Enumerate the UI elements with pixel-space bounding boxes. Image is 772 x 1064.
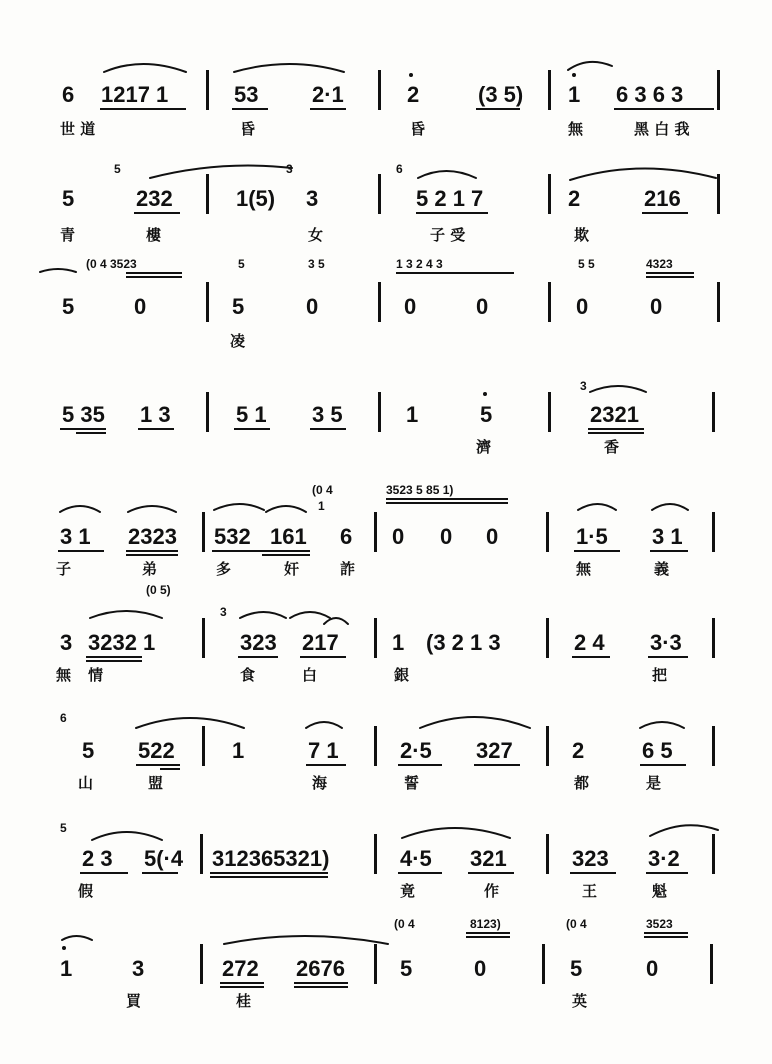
slur-arc [402,828,510,838]
note: 6 [340,524,353,549]
slur-arc [570,168,716,180]
lyric: 女 [308,226,324,244]
slur-arc [62,936,92,940]
note: 6 5 [642,738,673,763]
note: 0 [440,524,453,549]
lyric: 山 [78,774,94,792]
accompaniment: 4323 [646,257,673,271]
slur-arc [650,825,718,836]
lyric: 黑 白 我 [634,120,690,138]
note: 2·1 [312,82,344,107]
note: 5 [62,186,75,211]
slur-arc [590,386,646,392]
accompaniment: 1 3 2 4 3 [396,257,443,271]
lyric: 濟 [476,438,492,456]
note: 0 [650,294,663,319]
grace-note: 5 [60,821,67,835]
accompaniment: (0 4 3523 [86,257,137,271]
note: (3 5) [478,82,524,107]
slur-arc [104,64,186,72]
lyric: 王 [582,882,598,900]
accompaniment: (0 4 [312,483,333,497]
note: 312365321) [212,846,330,871]
slur-arc [652,504,688,510]
note: 0 [306,294,319,319]
accompaniment: 3523 [646,917,673,931]
accompaniment: 1 [318,499,325,513]
slur-arc [306,722,342,728]
note: 216 [644,186,681,211]
lyric: 英 [572,992,588,1010]
note: 272 [222,956,259,981]
accompaniment: (0 4 [394,917,415,931]
note: 1 3 [140,402,171,427]
lyric: 食 [240,666,256,684]
slur-arc [240,612,286,618]
lyric: 子 受 [430,226,466,244]
accompaniment: 5 [238,257,245,271]
slur-arc [568,62,612,70]
slur-arc [224,936,388,944]
note: 323 [240,630,277,655]
slur-arc [150,166,292,178]
note: 5 35 [62,402,105,427]
grace-note: 6 [396,162,403,176]
note: 2·5 [400,738,432,763]
slur-arc [214,504,264,510]
note: 217 [302,630,339,655]
slur-arc [420,717,530,728]
note: 7 1 [308,738,339,763]
lyric: 無 [568,120,584,138]
note: 5 [232,294,245,319]
accompaniment: 8123) [470,917,501,931]
note: 3 1 [652,524,683,549]
note: 5 [400,956,413,981]
note: 1 [60,956,73,981]
grace-note: 6 [60,711,67,725]
note: 532 [214,524,251,549]
slur-arc [92,832,162,840]
slur-arc [136,718,244,728]
note: 327 [476,738,513,763]
lyric: 銀 [394,666,410,684]
slur-arc [40,269,76,272]
lyric: 作 [484,882,500,900]
note: 5(·4 [144,846,184,871]
note: 2321 [590,402,639,427]
note: 1 [568,82,581,107]
grace-note: 3 [286,162,293,176]
lyric: 無 [576,560,592,578]
note: 6 3 6 3 [616,82,684,107]
grace-note: 3 [220,605,227,619]
lyric: 詐 [340,560,356,578]
lyric: 世 道 [60,120,96,138]
lyric: 海 [312,774,328,792]
note: 5 [62,294,75,319]
note: 5 1 [236,402,267,427]
note: 0 [392,524,405,549]
note: 3 1 [60,524,91,549]
lyric: 把 [652,666,668,684]
note: 1 [406,402,419,427]
note: 232 [136,186,173,211]
note: 1(5) [236,186,276,211]
note: 0 [646,956,659,981]
lyric: 樓 [146,226,162,244]
note: 3·3 [650,630,682,655]
note: 2676 [296,956,345,981]
lyric: 多 [216,560,232,578]
note: 3 [132,956,145,981]
note: 0 [476,294,489,319]
note: 161 [270,524,307,549]
slur-arc [324,618,348,624]
note: 2 [572,738,585,763]
lyric: 昏 [410,120,426,138]
note: 2 4 [574,630,605,655]
lyric: 香 [604,438,620,456]
slur-arc [128,506,176,512]
lyric: 竟 [400,882,416,900]
note: 1217 1 [101,82,169,107]
note: 0 [134,294,147,319]
note: 0 [404,294,417,319]
slur-arc [266,506,306,512]
lyric: 凌 [230,332,246,350]
note: 323 [572,846,609,871]
grace-note: 5 [114,162,121,176]
note: 0 [576,294,589,319]
lyric: 都 [574,774,590,792]
lyric: 情 [88,666,104,684]
slur-arc [290,612,330,618]
lyric: 奸 [284,560,300,578]
lyric: 誓 [404,774,420,792]
lyric: 子 [56,560,72,578]
note: 0 [486,524,499,549]
lyric: 無 [56,666,72,684]
slur-arc [234,64,344,72]
note: 3232 1 [88,630,156,655]
lyric: 義 [654,560,670,578]
note: 5 [480,402,493,427]
lyric: 欺 [574,226,590,244]
note: 0 [474,956,487,981]
lyric: 魁 [652,882,668,900]
note: 1·5 [576,524,608,549]
lyric: 青 [60,226,76,244]
accompaniment: (0 4 [566,917,587,931]
note: (3 2 1 3 [426,630,501,655]
lyric: 白 [302,666,318,684]
note: 1 [392,630,405,655]
note: 2 [568,186,581,211]
note: 5 [570,956,583,981]
accompaniment: 5 5 [578,257,595,271]
note: 3 [306,186,319,211]
note: 6 [62,82,75,107]
note: 2 3 [82,846,113,871]
accompaniment: 3523 5 85 1) [386,483,454,497]
slur-arc [578,504,616,510]
slur-arc [90,611,162,618]
note: 321 [470,846,507,871]
note: 2 [407,82,420,107]
note: 5 [82,738,95,763]
lyric: 弟 [142,560,158,578]
note: 1 [232,738,245,763]
note: 4·5 [400,846,432,871]
slur-arc [640,722,684,728]
note: 3·2 [648,846,680,871]
note: 5 2 1 7 [416,186,484,211]
lyric: 昏 [240,120,256,138]
accompaniment: (0 5) [146,583,171,597]
slur-arc [60,506,100,512]
slur-arc [418,171,476,178]
accompaniment: 3 5 [308,257,325,271]
lyric: 買 [126,992,142,1010]
note: 2323 [128,524,177,549]
lyric: 桂 [236,992,252,1010]
note: 53 [234,82,259,107]
note: 3 5 [312,402,343,427]
lyric: 盟 [148,774,164,792]
grace-note: 3 [580,379,587,393]
note: 522 [138,738,175,763]
lyric: 假 [78,882,94,900]
note: 3 [60,630,73,655]
lyric: 是 [646,774,662,792]
